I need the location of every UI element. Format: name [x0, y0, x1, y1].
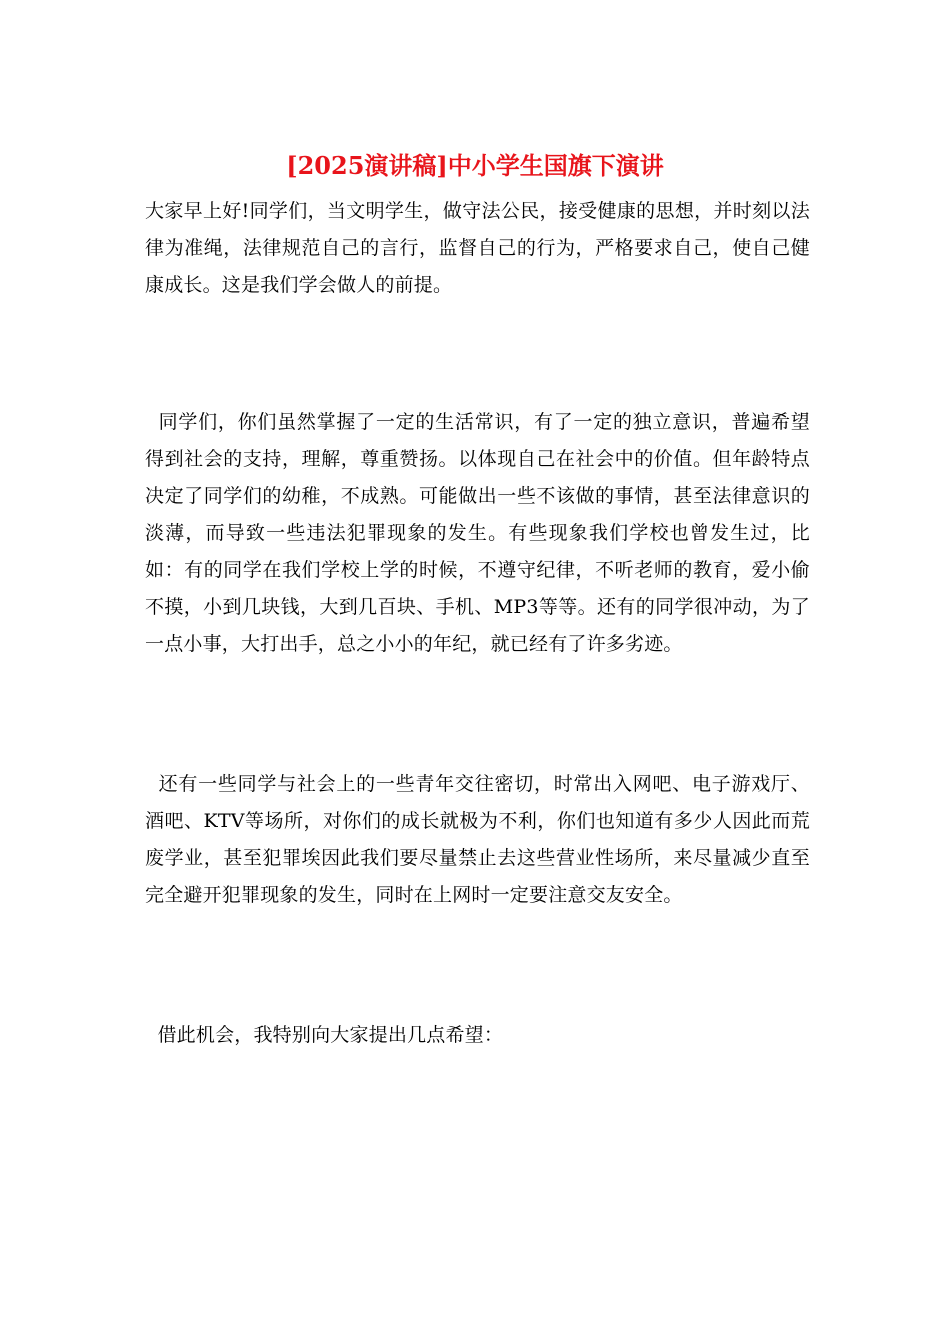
- paragraph-immaturity: 同学们，你们虽然掌握了一定的生活常识，有了一定的独立意识，普遍希望得到社会的支持，理解，尊重赞扬。以体现自己在社会中的价值。但年龄特点决定了同学们的幼稚，不成熟。可能做出一些不该做的事情，甚至法律意识的淡薄，而导致一些违法犯罪现象的发生。有些现象我们学校也曾发生过，比如：有的同学在我们学校上学的时候，不遵守纪律，不听老师的教育，爱小偷不摸，小到几块钱，大到几百块、手机、MP3等等。还有的同学很冲动，为了一点小事，大打出手，总之小小的年纪，就已经有了许多劣迹。: [145, 411, 810, 655]
- paragraph-social-venues: 还有一些同学与社会上的一些青年交往密切，时常出入网吧、电子游戏厅、酒吧、KTV等场所，对你们的成长就极为不利，你们也知道有多少人因此而荒废学业，甚至犯罪埃因此我们要尽量禁止去这些营业性场所，来尽量减少直至完全避开犯罪现象的发生，同时在上网时一定要注意交友安全。: [145, 773, 810, 906]
- paragraph-hopes-intro: 借此机会，我特别向大家提出几点希望：: [145, 1024, 504, 1046]
- document-title: [2025演讲稿]中小学生国旗下演讲: [286, 151, 664, 180]
- paragraph-greeting: 大家早上好!同学们，当文明学生，做守法公民，接受健康的思想，并时刻以法律为准绳，法律规范自己的言行，监督自己的行为，严格要求自己，使自己健康成长。这是我们学会做人的前提。: [145, 200, 810, 296]
